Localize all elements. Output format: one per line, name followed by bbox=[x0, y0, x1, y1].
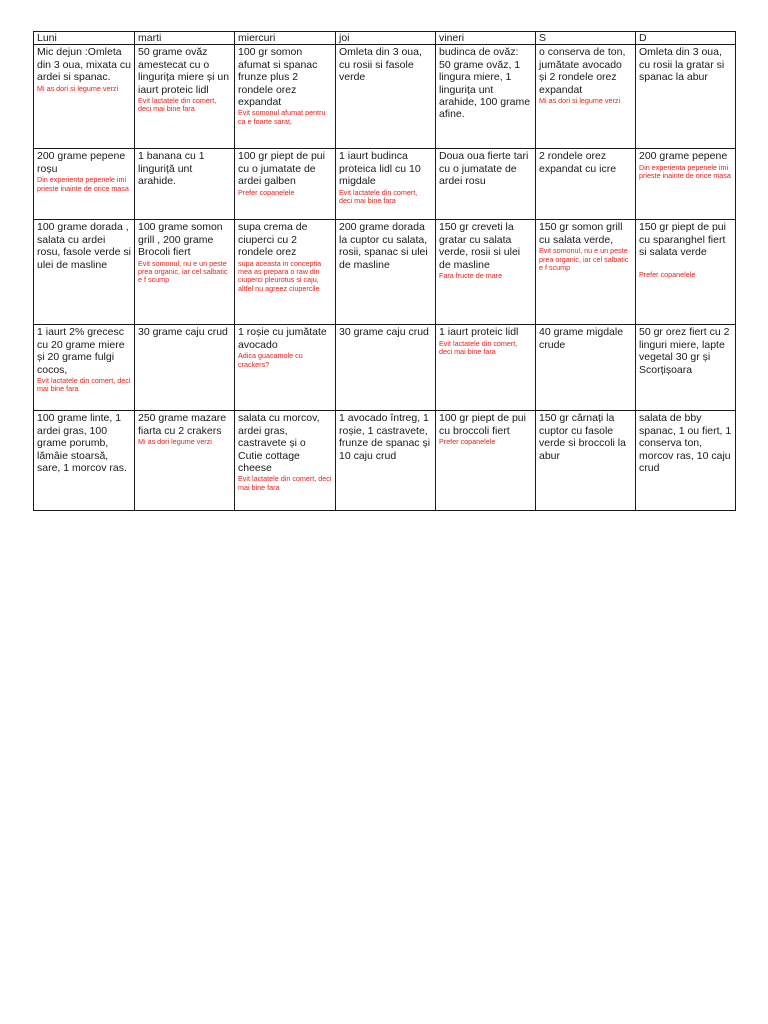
meal-cell bbox=[636, 325, 736, 411]
meal-note: Adica guacamole cu crackers? bbox=[238, 351, 303, 369]
meal-cell bbox=[336, 149, 436, 220]
meal-cell bbox=[336, 325, 436, 411]
meal-cell bbox=[135, 411, 235, 511]
meal-text: 50 gr orez fiert cu 2 linguri miere, lapte vegetal 30 gr și Scorțișoara bbox=[639, 326, 730, 376]
meal-cell bbox=[636, 411, 736, 511]
meal-text: supa crema de ciuperci cu 2 rondele orez bbox=[238, 221, 308, 259]
meal-cell bbox=[636, 149, 736, 220]
meal-text: 1 banana cu 1 linguriță unt arahide. bbox=[138, 150, 205, 188]
meal-text: 30 grame caju crud bbox=[138, 326, 228, 339]
meal-cell bbox=[536, 45, 636, 149]
meal-cell bbox=[235, 220, 336, 325]
meal-cell bbox=[536, 325, 636, 411]
meal-plan-table bbox=[33, 31, 736, 511]
meal-text: 100 gr somon afumat si spanac frunze plus 2 rondele orez expandat bbox=[238, 46, 318, 109]
meal-note: Evit lactatele din comert, deci mai bine fara bbox=[138, 96, 217, 114]
meal-cell bbox=[135, 220, 235, 325]
meal-note: Din experienta pepenele imi prieste inainte de orice masa bbox=[639, 162, 731, 181]
meal-note: Fara fructe de mare bbox=[439, 271, 503, 281]
meal-note: Prefer copanelele bbox=[439, 437, 496, 447]
meal-text: 1 iaurt budinca proteica lidl cu 10 migdale bbox=[339, 150, 421, 188]
meal-text: 1 iaurt proteic lidl bbox=[439, 326, 519, 339]
header-label: S bbox=[539, 32, 547, 44]
meal-cell bbox=[436, 325, 536, 411]
meal-note: Evit somonul, nu e un peste prea organic, iar cel salbatic e f scump bbox=[138, 258, 228, 285]
meal-text: salata de bby spanac, 1 ou fiert, 1 conserva ton, morcov ras, 10 caju crud bbox=[639, 412, 732, 475]
meal-cell bbox=[636, 45, 736, 149]
meal-cell bbox=[235, 149, 336, 220]
meal-cell bbox=[235, 45, 336, 149]
meal-text: 200 grame pepene roșu bbox=[37, 150, 126, 175]
meal-cell bbox=[336, 45, 436, 149]
header-row bbox=[34, 32, 736, 45]
header-cell-marti bbox=[135, 32, 235, 45]
table-row bbox=[34, 45, 736, 149]
table-row bbox=[34, 411, 736, 511]
meal-text: budinca de ovăz: 50 grame ovăz, 1 lingura miere, 1 lingurița unt arahide, 100 grame afine. bbox=[439, 46, 531, 121]
meal-note: Prefer copanelele bbox=[238, 187, 295, 197]
meal-text: o conserva de ton, jumătate avocado și 2 rondele orez expandat bbox=[539, 46, 626, 96]
meal-cell bbox=[436, 45, 536, 149]
meal-text: 100 grame somon grill , 200 grame Brocoli fiert bbox=[138, 221, 223, 259]
meal-text: 250 grame mazare fiarta cu 2 crakers bbox=[138, 412, 227, 437]
meal-cell bbox=[34, 411, 135, 511]
meal-text: 150 gr piept de pui cu sparanghel fiert si salata verde bbox=[639, 221, 726, 259]
header-label: Luni bbox=[37, 32, 57, 44]
meal-note: Evit lactatele din comert, deci mai bine fara bbox=[238, 474, 332, 492]
table-row bbox=[34, 149, 736, 220]
meal-note: Evit somonul afumat pentru ca e foarte sarat, bbox=[238, 108, 326, 126]
meal-text: Omleta din 3 oua, cu rosii si fasole verde bbox=[339, 46, 422, 84]
meal-cell bbox=[436, 411, 536, 511]
meal-note: Evit lactatele din comert, deci mai bine fara bbox=[339, 187, 418, 206]
meal-note: Evit lactatele din comert, deci mai bine fara bbox=[439, 338, 518, 357]
meal-cell bbox=[336, 220, 436, 325]
meal-cell bbox=[135, 149, 235, 220]
meal-cell bbox=[34, 325, 135, 411]
meal-cell bbox=[34, 220, 135, 325]
table-row bbox=[34, 220, 736, 325]
meal-cell bbox=[336, 411, 436, 511]
meal-text: 1 roșie cu jumătate avocado bbox=[238, 326, 327, 351]
meal-text: 100 grame linte, 1 ardei gras, 100 grame porumb, lămâie stoarsă, sare, 1 morcov ras. bbox=[37, 412, 127, 475]
meal-cell bbox=[436, 149, 536, 220]
meal-cell bbox=[135, 325, 235, 411]
meal-text: 200 grame pepene bbox=[639, 150, 728, 163]
meal-text: 150 gr somon grill cu salata verde, bbox=[539, 221, 623, 246]
table-row bbox=[34, 325, 736, 411]
header-cell-vineri bbox=[436, 32, 536, 45]
header-cell-joi bbox=[336, 32, 436, 45]
meal-cell bbox=[536, 220, 636, 325]
meal-cell bbox=[536, 411, 636, 511]
meal-cell bbox=[436, 220, 536, 325]
meal-text: salata cu morcov, ardei gras, castravete și o Cutie cottage cheese bbox=[238, 412, 320, 475]
meal-note: Mi as dori si legume verzi bbox=[37, 83, 119, 93]
meal-text: 100 gr piept de pui cu o jumatate de ardei galben bbox=[238, 150, 325, 188]
meal-cell bbox=[636, 220, 736, 325]
header-cell-s bbox=[536, 32, 636, 45]
header-label: vineri bbox=[439, 32, 465, 44]
meal-text: 150 gr cârnați la cuptor cu fasole verde si broccoli la abur bbox=[539, 412, 626, 462]
meal-note: Din experienta pepenele imi prieste inainte de orice masa bbox=[37, 175, 129, 193]
meal-text: 40 grame migdale crude bbox=[539, 326, 624, 351]
header-label: joi bbox=[339, 32, 350, 44]
meal-text: 30 grame caju crud bbox=[339, 326, 429, 339]
meal-note: Evit lactatele din comert, deci mai bine fara bbox=[37, 376, 131, 394]
meal-text: Doua oua fierte tari cu o jumatate de ardei rosu bbox=[439, 150, 529, 188]
meal-cell bbox=[34, 149, 135, 220]
meal-note: Evit somonul, nu e un peste prea organic, iar cel salbatic e f scump bbox=[539, 246, 629, 273]
header-label: marti bbox=[138, 32, 162, 44]
meal-text: Mic dejun :Omleta din 3 oua, mixata cu ardei si spanac. bbox=[37, 46, 131, 84]
meal-text: 200 grame dorada la cuptor cu salata, rosii, spanac si ulei de masline bbox=[339, 221, 428, 271]
meal-text: 2 rondele orez expandat cu icre bbox=[539, 150, 617, 175]
meal-text: Omleta din 3 oua, cu rosii la gratar si spanac la abur bbox=[639, 46, 725, 84]
meal-cell bbox=[235, 411, 336, 511]
meal-cell bbox=[235, 325, 336, 411]
meal-text: 50 grame ovăz amestecat cu o lingurița miere și un iaurt proteic lidl bbox=[138, 46, 230, 96]
header-label: miercuri bbox=[238, 32, 276, 44]
header-cell-miercuri bbox=[235, 32, 336, 45]
header-cell-d bbox=[636, 32, 736, 45]
meal-note: Mi as dori si legume verzi bbox=[539, 96, 621, 106]
meal-cell bbox=[135, 45, 235, 149]
meal-cell bbox=[536, 149, 636, 220]
meal-text: 1 avocado întreg, 1 roșie, 1 castravete, frunze de spanac și 10 caju crud bbox=[339, 412, 431, 462]
meal-cell bbox=[34, 45, 135, 149]
meal-text: 1 iaurt 2% grecesc cu 20 grame miere și 20 grame fulgi cocos, bbox=[37, 326, 125, 376]
meal-note: supa aceasta in conceptia mea as prepara o raw din ciuperci pleurotus si caju, altfel nu agreez ciupercile bbox=[238, 258, 322, 293]
meal-text: 100 grame dorada , salata cu ardei rosu, fasole verde si ulei de masline bbox=[37, 221, 131, 271]
meal-text: 100 gr piept de pui cu broccoli fiert bbox=[439, 412, 526, 437]
header-label: D bbox=[639, 32, 647, 44]
meal-note: Prefer copanelele bbox=[639, 269, 696, 279]
meal-note: Mi as dori legume verzi bbox=[138, 437, 212, 447]
meal-text: 150 gr creveti la gratar cu salata verde, rosii si ulei de masline bbox=[439, 221, 521, 271]
header-cell-luni bbox=[34, 32, 135, 45]
